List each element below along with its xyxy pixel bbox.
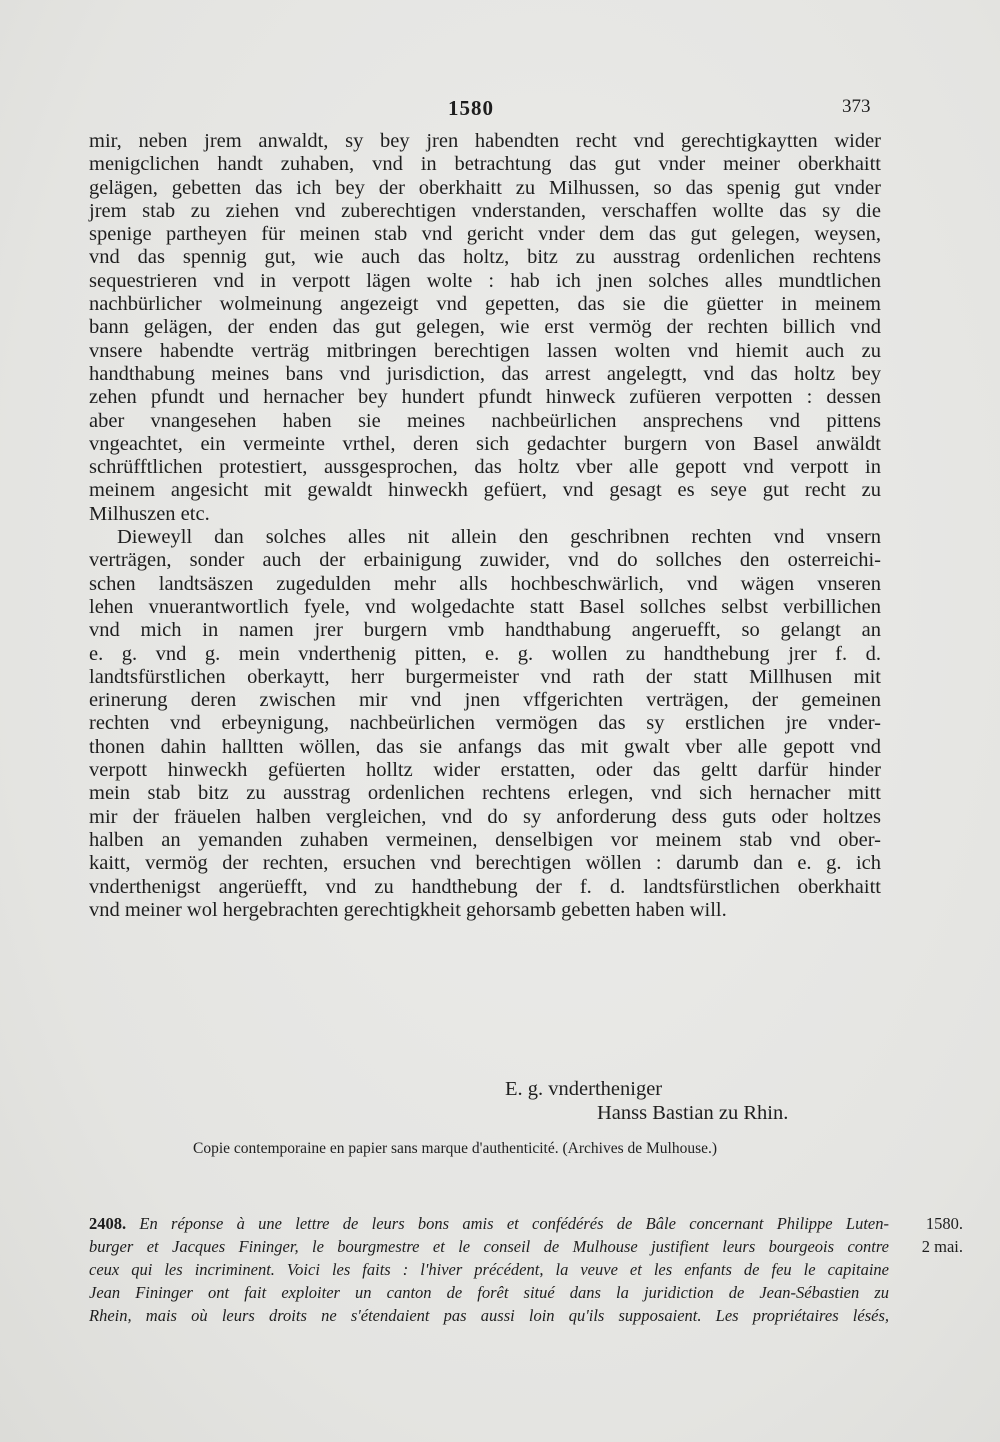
text-line: jrem stab zu ziehen vnd zuberechtigen vnderstanden, verschaffen wollte das sy die xyxy=(89,199,881,222)
signature-name: Hanss Bastian zu Rhin. xyxy=(597,1102,789,1124)
text-line: mein stab bitz zu ausstrag ordenlichen rechtens erlegen, vnd sich hernacher mitt xyxy=(89,782,881,805)
entry-date-year: 1580. xyxy=(925,1214,963,1233)
page-number: 373 xyxy=(842,96,871,117)
text-line: menigclichen handt zuhaben, vnd in betrachtung das gut vnder meiner oberkhaitt xyxy=(89,153,881,176)
text-line: halben an yemanden zuhaben vermeinen, denselbigen vor meinem stab vnd ober- xyxy=(89,828,881,851)
text-line: mir, neben jrem anwaldt, sy bey jren habendten recht vnd gerechtigkaytten wider xyxy=(89,130,881,152)
letter-body xyxy=(89,130,881,922)
text-line: mir der fräuelen halben vergleichen, vnd do sy anforderung dess guts oder holtzes xyxy=(89,805,881,828)
text-line: handthabung meines bans vnd jurisdiction, das arrest angelegtt, vnd das holtz bey xyxy=(89,362,881,385)
text-line: verträgen, sonder auch der erbainigung zuwider, vnd do sollches den osterreichi- xyxy=(89,549,881,572)
running-year: 1580 xyxy=(448,96,494,120)
entry-line: Rhein, mais où leurs droits ne s'étendaient pas aussi loin qu'ils supposaient. Les propriétaires lésés, xyxy=(89,1306,889,1325)
entry-line: Jean Fininger ont fait exploiter un canton de forêt situé dans la juridiction de Jean-Sébastien zu xyxy=(89,1283,889,1302)
text-line: thonen dahin halltten wöllen, das sie anfangs das mit gwalt vber alle gepott vnd xyxy=(89,735,881,758)
text-line: spenige partheyen für meinen stab vnd gericht vnder dem das gut gelegen, weysen, xyxy=(89,223,881,246)
entry-line: burger et Jacques Fininger, le bourgmestre et le conseil de Mulhouse justifient leurs bourgeois contre xyxy=(89,1237,889,1256)
text-line: vnsere habendte verträg mitbringen berechtigen lassen wolten vnd hiemit auch zu xyxy=(89,339,881,362)
text-line: lehen vnuerantwortlich fyele, vnd wolgedachte statt Basel sollches selbst verbillichen xyxy=(89,595,881,618)
text-line: bann gelägen, der enden das gut gelegen, wie erst vermög der rechten billich vnd xyxy=(89,316,881,339)
entry-number: 2408. xyxy=(89,1214,127,1233)
entry-date-day: 2 mai. xyxy=(921,1237,963,1256)
text-line: landtsfürstlichen oberkaytt, herr burgermeister vnd rath der statt Millhusen mit xyxy=(89,665,881,688)
text-line: zehen pfundt und hernacher bey hundert pfundt hinweck zufüeren verpotten : dessen xyxy=(89,386,881,409)
text-line: erinerung deren zwischen mir vnd jnen vffgerichten verträgen, der gemeinen xyxy=(89,689,881,712)
entry-first-line xyxy=(89,1212,889,1235)
text-line: kaitt, vermög der rechten, ersuchen vnd berechtigen wöllen : darumb dan e. g. ich xyxy=(89,852,881,875)
text-line: vnd mich in namen jrer burgern vmb handthabung angeruefft, so gelangt an xyxy=(89,619,881,642)
text-line: vnd meiner wol hergebrachten gerechtigkheit gehorsamb gebetten haben will. xyxy=(89,898,727,921)
signature-salutation: E. g. vndertheniger xyxy=(505,1078,663,1100)
text-line: schrüfftlichen protestiert, aussgesprochen, das holtz vber alle gepott vnd verpott in xyxy=(89,456,881,479)
document-entry xyxy=(89,1212,889,1327)
entry-date xyxy=(913,1212,963,1258)
text-line: vnderthenigst angerüefft, vnd zu handthebung der f. d. landtsfürstlichen oberkhaitt xyxy=(89,875,881,898)
text-line: e. g. vnd g. mein vnderthenig pitten, e. g. wollen zu handthebung jrer f. d. xyxy=(89,642,881,665)
page-header xyxy=(0,96,1000,124)
text-line: sequestrieren vnd in verpott lägen wolte : hab ich jnen solches alles mundtlichen xyxy=(89,269,881,292)
text-line: Dieweyll dan solches alles nit allein den geschribnen rechten vnd vnsern xyxy=(117,526,881,549)
text-line: vnd das spennig gut, wie auch das holtz, bitz zu ausstrag ordenlichen rechtens xyxy=(89,246,881,269)
text-line: nachbürlicher wolmeinung angezeigt vnd gepetten, das sie die güetter in meinem xyxy=(89,293,881,316)
text-line: schen landtsäszen zugedulden mehr alls hochbeschwärlich, vnd wägen vnseren xyxy=(89,572,881,595)
entry-line: ceux qui les incriminent. Voici les faits : l'hiver précédent, la veuve et les enfants de feu le capitaine xyxy=(89,1260,889,1279)
text-line: Milhuszen etc. xyxy=(89,502,210,525)
source-note: Copie contemporaine en papier sans marque d'authenticité. (Archives de Mulhouse.) xyxy=(193,1140,718,1157)
text-line: rechten vnd erbeynigung, nachbeürlichen vermögen das sy erstlichen jre vnder- xyxy=(89,712,881,735)
text-line: meinem angesicht mit gewaldt hinweckh gefüert, vnd gesagt es seye gut recht zu xyxy=(89,479,881,502)
text-line: verpott hinweckh gefüerten holltz wider erstatten, oder das geltt darfür hinder xyxy=(89,759,881,782)
entry-line: En réponse à une lettre de leurs bons amis et confédérés de Bâle concernant Philippe Luten- xyxy=(139,1214,889,1233)
text-line: aber vnangesehen haben sie meines nachbeürlichen ansprechens vnd pittens xyxy=(89,409,881,432)
text-line: gelägen, gebetten das ich bey der oberkhaitt zu Milhussen, so das spenig gut vnder xyxy=(89,176,881,199)
text-line: vngeachtet, ein vermeinte vrthel, deren sich gedachter burgern von Basel anwäldt xyxy=(89,432,881,455)
